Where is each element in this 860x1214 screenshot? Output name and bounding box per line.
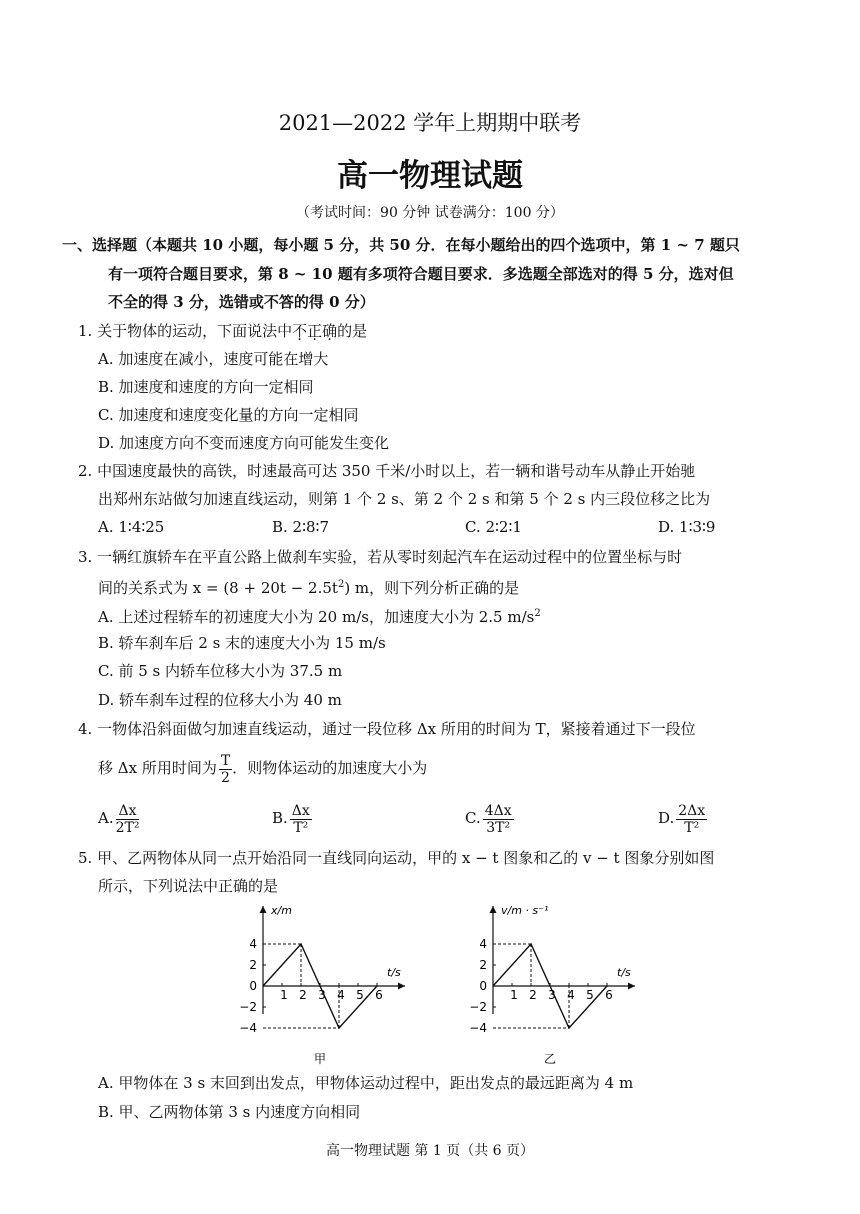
x-tick-label: 2	[529, 988, 537, 1002]
q4-option-c: C. $\frac{4\Delta x}{\text{3T²}}$	[465, 802, 512, 836]
section-instructions-line3: 不全的得 3 分，选错或不答的得 0 分）	[108, 293, 375, 311]
q2-option-b: B. 2∶8∶7	[272, 518, 329, 536]
q4-option-b: B. $\frac{\Delta x}{\text{T²}}$	[272, 802, 310, 836]
page-footer: 高一物理试题 第 1 页（共 6 页）	[325, 1143, 535, 1159]
q3-option-b: B. 轿车刹车后 2 s 末的速度大小为 15 m/s	[98, 634, 386, 652]
page-title: 高一物理试题	[337, 158, 523, 194]
x-axis-label: t/s	[387, 966, 401, 979]
q1-option-d: D. 加速度方向不变而速度方向可能发生变化	[98, 434, 390, 452]
q1-stem: 1. 关于物体的运动，下面说法中不正确的是	[78, 322, 368, 340]
chart-yi	[455, 898, 650, 1070]
q3-option-d: D. 轿车刹车过程的位移大小为 40 m	[98, 691, 342, 709]
exam-name: 2021—2022 学年上期期中联考	[278, 111, 582, 135]
chart-caption: 乙	[543, 1052, 557, 1066]
q4-option-a: A. $\frac{\Delta x}{\text{2T²}}$	[98, 802, 140, 836]
x-tick-label: 1	[280, 988, 288, 1002]
x-tick-label: 3	[318, 988, 326, 1002]
x-tick-label: 2	[299, 988, 307, 1002]
q4-stem-line1: 4. 一物体沿斜面做匀加速直线运动，通过一段位移 Δx 所用的时间为 T，紧接着通过下一段位	[78, 720, 696, 738]
x-tick-label: 4	[337, 988, 345, 1002]
exam-info: （考试时间：90 分钟 试卷满分：100 分）	[296, 205, 564, 221]
section-instructions-line2: 有一项符合题目要求，第 8 ~ 10 题有多项符合题目要求．多选题全部选对的得 5 分，选对但	[108, 265, 734, 283]
q1-option-a: A. 加速度在减小，速度可能在增大	[98, 350, 329, 368]
q5-stem-line1: 5. 甲、乙两物体从同一点开始沿同一直线同向运动，甲的 x − t 图象和乙的 v − t 图象分别如图	[78, 849, 715, 867]
y-tick-label: 0	[249, 979, 257, 993]
y-tick-label: −2	[239, 1000, 257, 1014]
q2-option-d: D. 1∶3∶9	[658, 518, 716, 536]
chart-jia	[225, 898, 410, 1070]
q3-option-c: C. 前 5 s 内轿车位移大小为 37.5 m	[98, 662, 343, 680]
q1-option-c: C. 加速度和速度变化量的方向一定相同	[98, 406, 359, 424]
y-tick-label: 2	[479, 958, 487, 972]
x-tick-label: 5	[586, 988, 594, 1002]
y-tick-label: 4	[249, 937, 257, 951]
chart-caption: 甲	[313, 1052, 327, 1066]
y-tick-label: −4	[469, 1021, 487, 1035]
q5-option-a: A. 甲物体在 3 s 末回到出发点，甲物体运动过程中，距出发点的最远距离为 4 m	[98, 1074, 634, 1092]
q2-option-c: C. 2∶2∶1	[465, 518, 522, 536]
q4-fraction: $\frac{T}{2}$	[220, 752, 231, 786]
q2-option-a: A. 1∶4∶25	[98, 518, 165, 536]
q5-option-b: B. 甲、乙两物体第 3 s 内速度方向相同	[98, 1103, 361, 1121]
q5-stem-line2: 所示，下列说法中正确的是	[98, 877, 279, 895]
y-axis-label: v/m · s⁻¹	[501, 904, 549, 917]
x-tick-label: 6	[605, 988, 613, 1002]
x-axis-label: t/s	[617, 966, 631, 979]
q4-option-d: D. $\frac{2\Delta x}{\text{T²}}$	[658, 802, 706, 836]
x-tick-label: 6	[375, 988, 383, 1002]
y-tick-label: 2	[249, 958, 257, 972]
q3-stem-line1: 3. 一辆红旗轿车在平直公路上做刹车实验，若从零时刻起汽车在运动过程中的位置坐标与时	[78, 548, 683, 566]
q3-option-a: A. 上述过程轿车的初速度大小为 20 m/s，加速度大小为 2.5 $m/s^2$	[98, 608, 541, 626]
y-tick-label: 0	[479, 979, 487, 993]
x-tick-label: 3	[548, 988, 556, 1002]
x-tick-label: 1	[510, 988, 518, 1002]
y-tick-label: −2	[469, 1000, 487, 1014]
x-tick-label: 4	[567, 988, 575, 1002]
q2-stem-line1: 2. 中国速度最快的高铁，时速最高可达 350 千米/小时以上，若一辆和谐号动车从静止开始驰	[78, 462, 696, 480]
q1-option-b: B. 加速度和速度的方向一定相同	[98, 378, 314, 396]
q3-stem-line2: 间的关系式为 $x = (8 + 20t - 2.5t^2)$ m，则下列分析正确的是	[98, 579, 520, 597]
y-tick-label: −4	[239, 1021, 257, 1035]
y-axis-label: x/m	[271, 904, 292, 917]
y-tick-label: 4	[479, 937, 487, 951]
section-instructions-line1: 一、选择题（本题共 10 小题，每小题 5 分，共 50 分．在每小题给出的四个选项中，第 1 ~ 7 题只	[62, 236, 740, 254]
q4-stem-line2: 移 Δx 所用时间为 $\frac{T}{2}$ ．则物体运动的加速度大小为	[98, 752, 428, 786]
x-tick-label: 5	[356, 988, 364, 1002]
q2-stem-line2: 出郑州东站做匀加速直线运动，则第 1 个 2 s、第 2 个 2 s 和第 5 个 2 s 内三段位移之比为	[98, 490, 711, 508]
